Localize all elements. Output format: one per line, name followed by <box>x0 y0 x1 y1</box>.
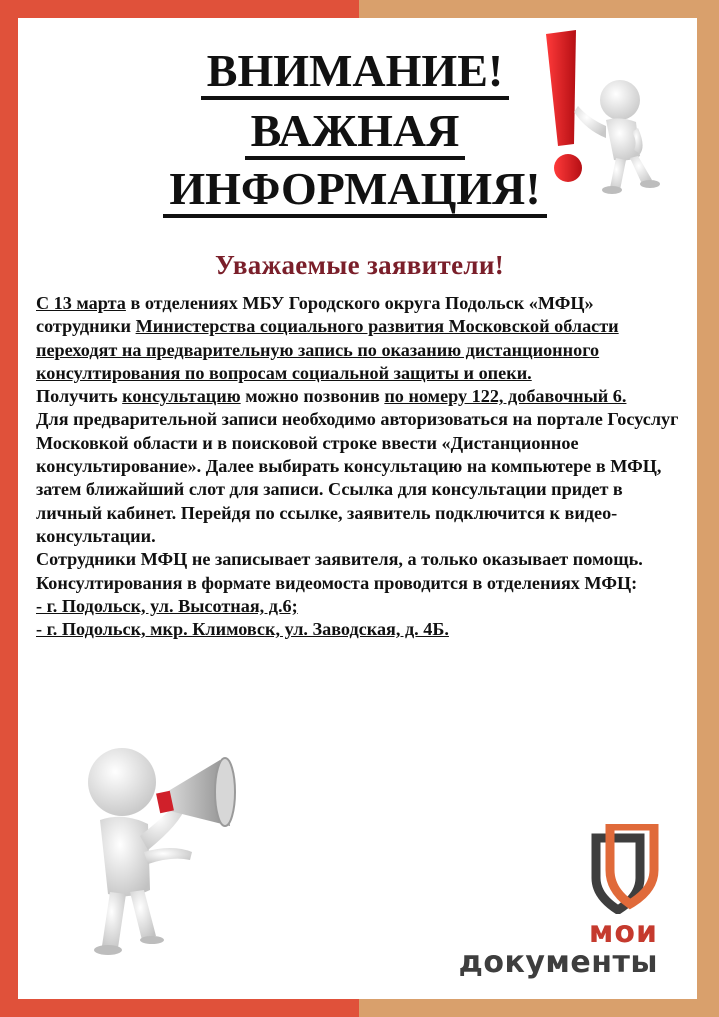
logo-text-bottom: документы <box>458 945 658 980</box>
paragraph-phone: Получить консультацию можно позвонив по номеру 122, добавочный 6. <box>36 386 627 407</box>
megaphone-figure-icon <box>80 740 250 960</box>
paragraph-dates: С 13 марта в отделениях МБУ Городского округа Подольск «МФЦ» сотрудники Министерства социального развития Московской области переходят на предварительную запись по оказанию дистанционного консултирования по вопросам социальной защиты и опеки. <box>36 293 619 383</box>
phone-number: по номеру 122, добавочный 6. <box>384 386 627 407</box>
headline-line-1: ВНИМАНИЕ! <box>150 44 560 100</box>
notice-body <box>36 292 686 641</box>
address-item: - г. Подольск, мкр. Климовск, ул. Заводская, д. 4Б. <box>36 619 449 640</box>
paragraph-instructions: Для предварительной записи необходимо авторизоваться на портале Госуслуг Московкой области и в поисковой строке ввести «Дистанционное консультирование». Далее выбирать консультацию на компьютере в МФЦ, затем ближайший слот для записи. Ссылка для консультации придет в личный кабинет. Перейдя по ссылке, заявитель подключится к видео-консультации. <box>36 409 679 546</box>
paragraph-locations: Консултирования в формате видеомоста проводится в отделениях МФЦ: <box>36 572 638 593</box>
start-date: С 13 марта <box>36 293 126 313</box>
greeting: Уважаемые заявители! <box>215 250 504 280</box>
logo-text-top: мои <box>588 915 658 950</box>
logo-mark-icon <box>588 824 660 914</box>
headline-line-2: ВАЖНАЯ <box>150 104 560 160</box>
address-item: - г. Подольск, ул. Высотная, д.6; <box>36 595 298 616</box>
ministry-notice: Министерства социального развития Московской области переходят на предварительную запись по оказанию дистанционного консултирования по вопросам социальной защиты и опеки. <box>36 316 619 383</box>
exclamation-figure-icon <box>540 26 670 196</box>
headline-line-3: ИНФОРМАЦИЯ! <box>150 162 560 218</box>
paragraph-staff: Сотрудники МФЦ не записывает заявителя, а только оказывает помощь. <box>36 549 643 570</box>
